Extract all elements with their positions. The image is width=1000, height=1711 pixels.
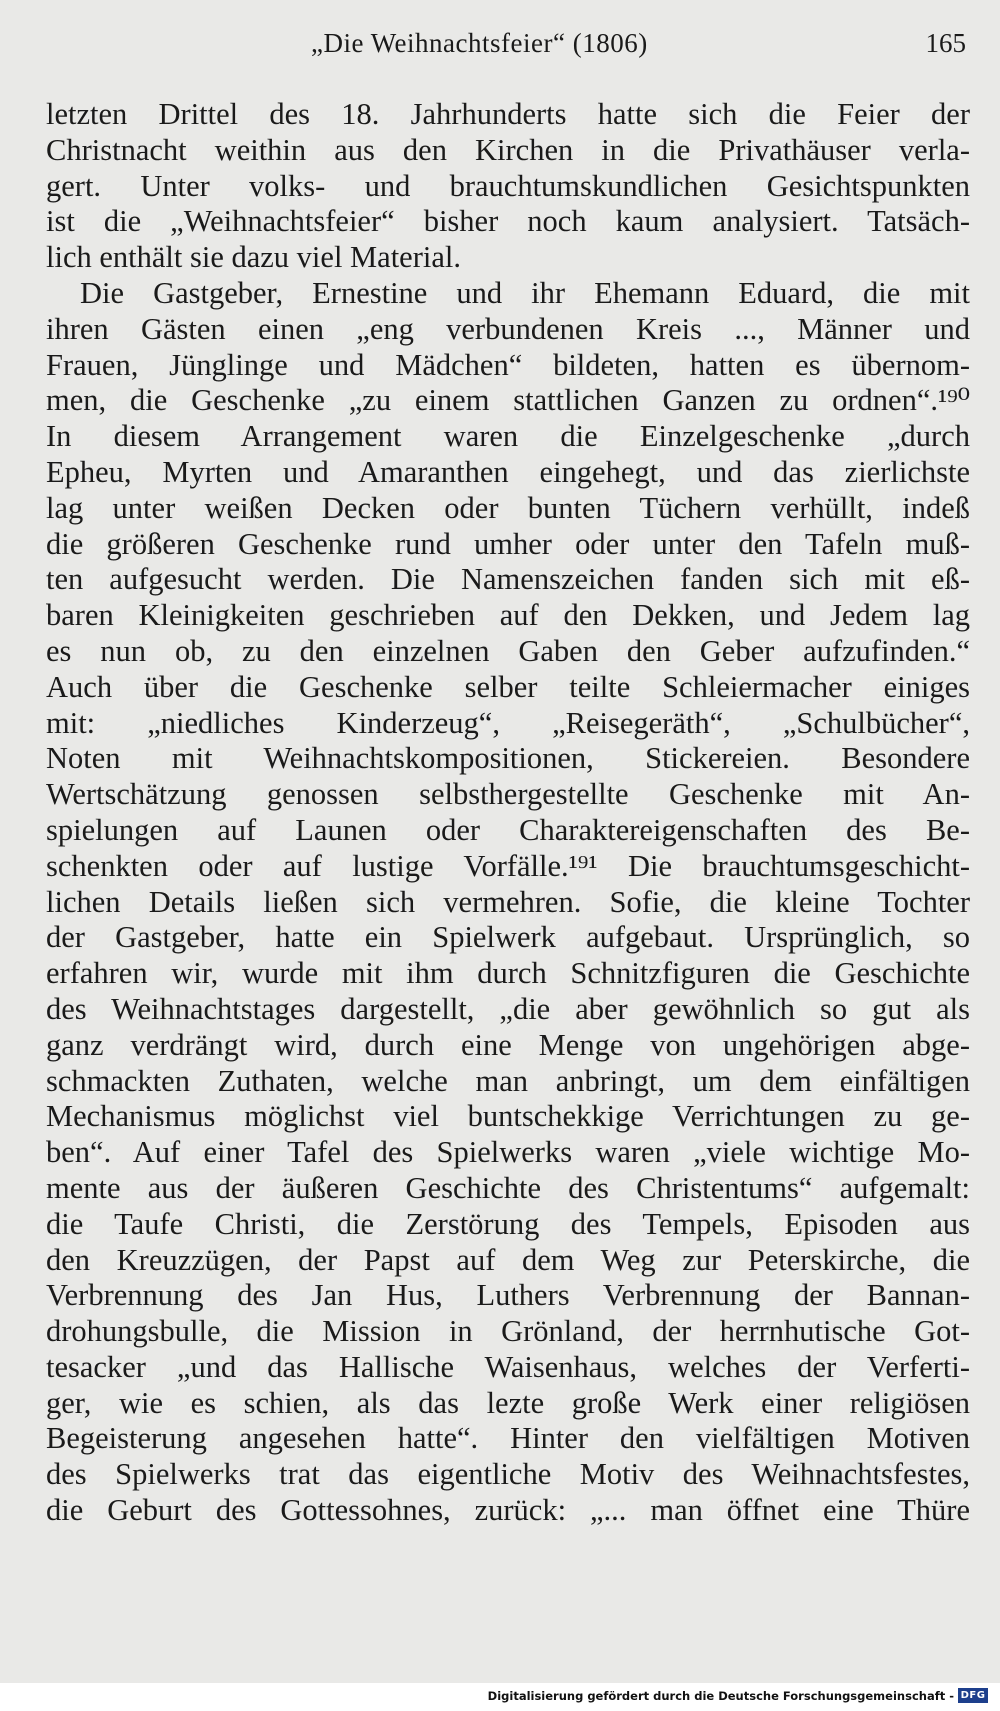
text-line: ihren Gästen einen „eng verbundenen Kreis ..., Männer und <box>46 311 970 346</box>
text-line: men, die Geschenke „zu einem stattlichen Ganzen zu ordnen“.¹⁹⁰ <box>46 383 970 418</box>
text-line: Frauen, Jünglinge und Mädchen“ bildeten, hatten es übernom- <box>46 347 970 382</box>
running-title: „Die Weihnachtsfeier“ (1806) <box>311 28 648 58</box>
text-line: drohungsbulle, die Mission in Grönland, der herrnhutische Got- <box>46 1314 970 1349</box>
text-line: Wertschätzung genossen selbsthergestellte Geschenke mit An- <box>46 777 970 812</box>
text-line: Verbrennung des Jan Hus, Luthers Verbrennung der Bannan- <box>46 1278 970 1313</box>
page-header <box>46 28 966 68</box>
text-line: tesacker „und das Hallische Waisenhaus, welches der Verferti- <box>46 1349 970 1384</box>
text-line: Christnacht weithin aus den Kirchen in die Privathäuser verla- <box>46 132 970 167</box>
body-text <box>46 97 970 1529</box>
text-line: mente aus der äußeren Geschichte des Christentums“ aufgemalt: <box>46 1170 970 1205</box>
text-line: es nun ob, zu den einzelnen Gaben den Geber aufzufinden.“ <box>46 633 970 668</box>
text-line: die Taufe Christi, die Zerstörung des Tempels, Episoden aus <box>46 1206 970 1241</box>
text-line: lich enthält sie dazu viel Material. <box>46 240 461 275</box>
text-line: lag unter weißen Decken oder bunten Tüchern verhüllt, indeß <box>46 490 970 525</box>
text-line: die größeren Geschenke rund umher oder unter den Tafeln muß- <box>46 526 970 561</box>
text-line: mit: „niedliches Kinderzeug“, „Reisegeräth“, „Schulbücher“, <box>46 705 970 740</box>
text-line: ben“. Auf einer Tafel des Spielwerks waren „viele wichtige Mo- <box>46 1135 970 1170</box>
funding-notice: Digitalisierung gefördert durch die Deutsche Forschungsgemeinschaft - <box>487 1689 954 1703</box>
text-line: des Weihnachtstages dargestellt, „die aber gewöhnlich so gut als <box>46 991 970 1026</box>
text-line: letzten Drittel des 18. Jahrhunderts hatte sich die Feier der <box>46 97 970 131</box>
text-line: den Kreuzzügen, der Papst auf dem Weg zur Peterskirche, die <box>46 1242 970 1277</box>
text-line: Noten mit Weihnachtskompositionen, Stickereien. Besondere <box>46 741 970 776</box>
text-line: des Spielwerks trat das eigentliche Motiv des Weihnachtsfestes, <box>46 1457 970 1492</box>
text-line: die Geburt des Gottessohnes, zurück: „... man öffnet eine Thüre <box>46 1493 970 1528</box>
text-line: der Gastgeber, hatte ein Spielwerk aufgebaut. Ursprünglich, so <box>46 920 970 955</box>
text-line: ist die „Weihnachtsfeier“ bisher noch kaum analysiert. Tatsäch- <box>46 204 970 239</box>
dfg-logo-icon: DFG <box>958 1688 988 1703</box>
text-line: erfahren wir, wurde mit ihm durch Schnitzfiguren die Geschichte <box>46 956 970 991</box>
text-line: Epheu, Myrten und Amaranthen eingehegt, und das zierlichste <box>46 454 970 489</box>
text-line: Die Gastgeber, Ernestine und ihr Ehemann Eduard, die mit <box>80 275 970 310</box>
text-line: lichen Details ließen sich vermehren. Sofie, die kleine Tochter <box>46 884 970 919</box>
text-line: spielungen auf Launen oder Charaktereigenschaften des Be- <box>46 812 970 847</box>
text-line: gert. Unter volks- und brauchtumskundlichen Gesichtspunkten <box>46 168 970 203</box>
text-line: Mechanismus möglichst viel buntschekkige Verrichtungen zu ge- <box>46 1099 970 1134</box>
text-line: schmackten Zuthaten, welche man anbringt, um dem einfältigen <box>46 1063 970 1098</box>
text-line: In diesem Arrangement waren die Einzelgeschenke „durch <box>46 419 970 454</box>
text-line: schenkten oder auf lustige Vorfälle.¹⁹¹ Die brauchtumsgeschicht- <box>46 848 970 883</box>
text-line: Auch über die Geschenke selber teilte Schleiermacher einiges <box>46 669 970 704</box>
text-line: baren Kleinigkeiten geschrieben auf den Dekken, und Jedem lag <box>46 598 970 633</box>
page-number: 165 <box>925 28 966 58</box>
text-line: ten aufgesucht werden. Die Namenszeichen fanden sich mit eß- <box>46 562 970 597</box>
text-line: ger, wie es schien, als das lezte große Werk einer religiösen <box>46 1385 970 1420</box>
text-line: Begeisterung angesehen hatte“. Hinter den vielfältigen Motiven <box>46 1421 970 1456</box>
digitization-footer <box>0 1683 1000 1711</box>
text-line: ganz verdrängt wird, durch eine Menge von ungehörigen abge- <box>46 1027 970 1062</box>
